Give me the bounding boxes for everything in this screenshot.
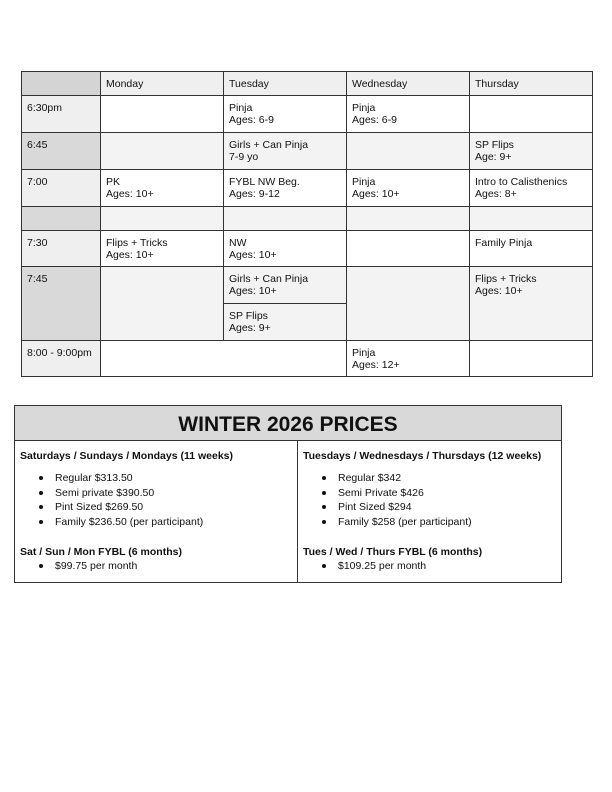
class-cell [347,231,470,267]
right-fybl-list [303,559,556,574]
time-cell [22,207,101,231]
price-item: Pint Sized $294 [338,500,556,515]
schedule-row [22,267,593,304]
prices-title: WINTER 2026 PRICES [15,406,561,441]
price-item: Semi private $390.50 [55,486,292,501]
time-cell: 7:30 [22,231,101,267]
class-cell: Girls + Can Pinja 7-9 yo [224,133,347,170]
weekly-schedule-table [21,71,593,377]
prices-box [14,405,562,583]
time-cell: 7:45 [22,267,101,341]
class-cell: FYBL NW Beg. Ages: 9-12 [224,170,347,207]
class-cell: NW Ages: 10+ [224,231,347,267]
class-cell: Pinja Ages: 6-9 [347,96,470,133]
empty-cell [101,207,224,231]
class-cell: Pinja Ages: 12+ [347,341,470,377]
prices-right-column [298,441,561,583]
header-tuesday: Tuesday [224,72,347,96]
class-cell [101,133,224,170]
schedule-spacer-row [22,207,593,231]
class-cell: Intro to Calisthenics Ages: 8+ [470,170,593,207]
class-cell [470,96,593,133]
prices-columns [15,441,561,583]
schedule-row [22,341,593,377]
empty-cell [224,207,347,231]
empty-cell [470,207,593,231]
time-cell: 6:45 [22,133,101,170]
class-cell [101,96,224,133]
time-cell: 7:00 [22,170,101,207]
class-cell [470,341,593,377]
class-cell: Pinja Ages: 10+ [347,170,470,207]
price-item: $109.25 per month [338,559,556,574]
class-cell [101,341,347,377]
header-thursday: Thursday [470,72,593,96]
class-cell [347,267,470,341]
left-fybl-list [20,559,292,574]
class-cell: Family Pinja [470,231,593,267]
schedule-row [22,231,593,267]
right-column-heading: Tuesdays / Wednesdays / Thursdays (12 weeks) [303,450,542,462]
price-item: $99.75 per month [55,559,292,574]
schedule-row [22,133,593,170]
time-cell: 8:00 - 9:00pm [22,341,101,377]
header-wednesday: Wednesday [347,72,470,96]
time-cell: 6:30pm [22,96,101,133]
schedule-row [22,96,593,133]
left-fybl-heading: Sat / Sun / Mon FYBL (6 months) [20,546,182,558]
prices-left-column [15,441,298,583]
corner-header [22,72,101,96]
price-item: Family $258 (per participant) [338,515,556,530]
price-item: Family $236.50 (per participant) [55,515,292,530]
class-cell [347,133,470,170]
empty-cell [347,207,470,231]
class-cell [101,267,224,341]
schedule-header-row [22,72,593,96]
class-cell: Flips + Tricks Ages: 10+ [101,231,224,267]
class-cell: SP Flips Ages: 9+ [224,304,347,341]
class-cell: Pinja Ages: 6-9 [224,96,347,133]
right-price-list [303,471,556,529]
left-column-heading: Saturdays / Sundays / Mondays (11 weeks) [20,450,233,462]
price-item: Pint Sized $269.50 [55,500,292,515]
right-fybl-heading: Tues / Wed / Thurs FYBL (6 months) [303,546,483,558]
class-cell: Flips + Tricks Ages: 10+ [470,267,593,341]
price-item: Regular $342 [338,471,556,486]
schedule-row [22,170,593,207]
header-monday: Monday [101,72,224,96]
left-price-list [20,471,292,529]
class-cell: SP Flips Age: 9+ [470,133,593,170]
price-item: Regular $313.50 [55,471,292,486]
class-cell: PK Ages: 10+ [101,170,224,207]
class-cell: Girls + Can Pinja Ages: 10+ [224,267,347,304]
price-item: Semi Private $426 [338,486,556,501]
